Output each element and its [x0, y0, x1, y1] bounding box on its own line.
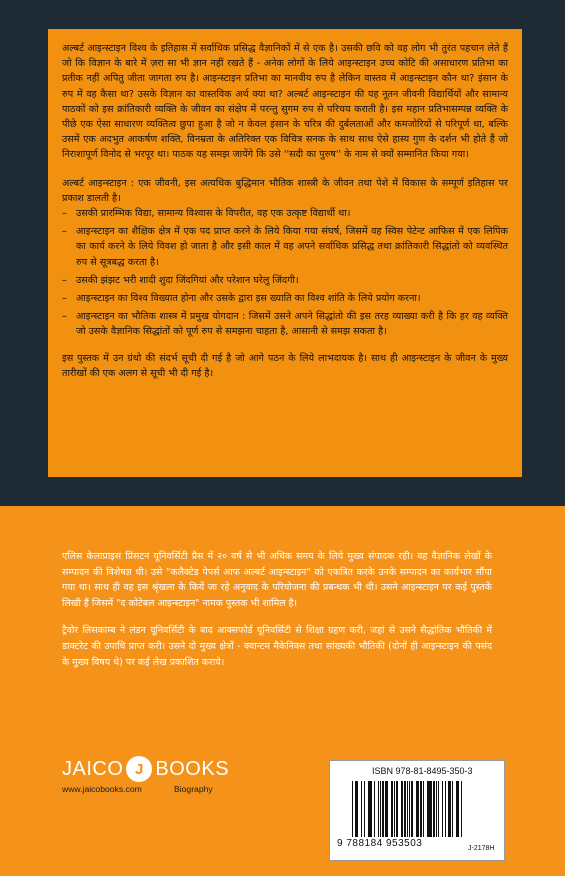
intro-paragraph: अल्बर्ट आइन्स्टाइन विश्व के इतिहास में सर्वाधिक प्रसिद्ध वैज्ञानिकों में से एक है। उसकी छवि को वह लोग भी तुरंत पहचान लेते हैं जो कि विज्ञान के बारे में ज़रा सा भी ज्ञान नहीं रखते हैं - अनेक लोगों के लिये आइन्स्टाइन उच्च कोटि की असाधारण प्रतिभा का प्रतीक नहीं अपितु जीता जागता रुप है। आइन्स्टाइन प्रतिभा का मानवीय रुप है लेकिन वास्तव में आइन्स्टाइन कौन था? इंसान के रुप में वह कैसा था? उसके विज्ञान का वास्तविक अर्थ क्या था? अल्बर्ट आइन्स्टाइन की यह नूतन जीवनी विद्यार्थियों और सामान्य पाठकों को इस क्रांतिकारी व्यक्ति के जीवन का संक्षेप में परन्तु सुगम रुप से परिचय कराती है। इस महान प्रतिभासम्पन्न व्यक्ति के पीछे एक ऐसा साधारण व्यक्तित्व छुपा हुआ है जो न केवल इंसान के चरित्र की दुर्बलताओं और कमजोरियों से परिपूर्ण था, बल्कि उसमें एक अदभुत आकर्षण शक्ति, विनम्रता के अतिरिक्त एक विचित्र सनक के साथ साथ ऐसे हास्य गुण के दर्शन भी होते हैं जो निराशापूर्ण विनोद से भरपूर था। पाठक यह समझ जायेंगे कि उसे ''सदी का पुरुष'' के नाम से क्यों सम्मानित किया गया। — [62, 43, 508, 161]
barcode-digits: 9 788184 953503 — [337, 838, 423, 849]
barcode-bar — [391, 781, 392, 837]
barcode-bar — [438, 781, 439, 837]
publisher-logo — [62, 756, 229, 782]
description-panel — [48, 29, 522, 477]
description-text — [62, 41, 508, 381]
barcode-bar — [364, 781, 365, 837]
barcode-bar — [442, 781, 443, 837]
author-bio-2: ट्रैवोर लिसकाम्ब ने लंडन यूनिवर्सिटी के बाद आक्सफोर्ड यूनिवर्सिटी से शिक्षा ग्रहण करी, जहां से उसने सैद्धांतिक भौतिकी में डाक्टरेट की उपाधि प्राप्त करी। उसने दो मुख्य क्षेत्रों - क्वान्टम मैकेनिक्स तथा सांख्यकी भौतिकी (दोनों ही आइन्स्टाइन की पसंद के मुख्य विषय थे) पर कई लेख प्रकाशित कराये। — [62, 625, 492, 668]
subtitle-paragraph: अल्बर्ट आइन्स्टाइन : एक जीवनी, इस अत्यधिक बुद्धिमान भौतिक शास्त्री के जीवन तथा पेशे में विकास के सम्पूर्ण इतिहास पर प्रकाश डालती है। — [62, 177, 508, 204]
barcode-bar — [382, 781, 383, 837]
barcode-bar — [420, 781, 421, 837]
author-bio-1: एलिस केलाप्राइस प्रिंसटन यूनिवर्सिटी प्रैस में २० वर्ष से भी अधिक समय के लिये मुख्य संपादक रही। वह वैज्ञानिक लेखों के सम्पादन की विशेषज्ञ थी। उसे "कलैक्टेड पेपर्स आफ अल्बर्ट आइन्स्टाइन" को एकत्रित करके उनके सम्पादन का कार्यभार सौंपा गया था। साथ ही वह इस श्रृंखला के कियें जा रहे अनुवाद के परियोजना की प्रबन्धक भी थी। उसने आइन्स्टाइन पर कई पुस्तकें लिखी हैं जिसमें "द कोटेबल आइन्स्टाइन" नामक पुस्तक भी शामिल है। — [62, 551, 492, 609]
barcode-bar — [452, 781, 453, 837]
barcode-bar — [411, 781, 412, 837]
product-code: J-2178H — [468, 845, 495, 852]
isbn-text: ISBN 978-81-8495-350-3 — [372, 766, 473, 776]
highlights-list — [62, 206, 508, 340]
barcode-bar — [401, 781, 402, 837]
barcode-bar — [361, 781, 362, 837]
list-item: – उसकी प्रारम्भिक विद्या, सामान्य विश्वास के विपरीत, वह एक उत्कृष्ट विद्यार्थी था। — [62, 206, 508, 221]
barcode-bar — [449, 781, 450, 837]
barcode-bar — [374, 781, 375, 837]
barcode-bar — [404, 781, 405, 837]
list-item: – आइन्स्टाइन का शैक्षिक क्षेत्र में एक पद प्राप्त करने के लिये किया गया संघर्ष, जिसमें वह स्विस पेटेन्ट आफिस में एक लिपिक का कार्य करने के लिये विवश हो जाता है और इसी काल में वह अपने सर्वाधिक प्रसिद्ध तथा क्रांतिकारी सिद्धांतो को व्यवस्थित रुप से सूत्रबद्ध करता है। — [62, 224, 508, 270]
publisher-website: www.jaicobooks.com — [62, 784, 142, 794]
author-bios — [62, 549, 492, 682]
barcode-bar — [409, 781, 410, 837]
list-item: – उसकी झंझट भरी शादी शुदा जिंदगियां और परेशान घरेलु जिंदगी। — [62, 273, 508, 288]
publisher-mark-icon: J — [126, 756, 152, 782]
list-item: – आइन्स्टाइन का भौतिक शास्त्र में प्रमुख योगदान : जिसमें उसने अपने सिद्धांतो की इस तरह व्याख्या करी है कि हर वह व्यक्ति जो उसके वैज्ञानिक सिद्धांतों को पूर्ण रुप से समझना चाहता है, आसानी से समझ सकता है। — [62, 309, 508, 339]
barcode-bar — [356, 781, 357, 837]
barcode-icon — [352, 781, 464, 837]
book-genre: Biography — [174, 784, 213, 794]
barcode-bar — [433, 781, 434, 837]
barcode-bar — [417, 781, 418, 837]
barcode-bar — [352, 781, 353, 837]
barcode-bar — [371, 781, 372, 837]
barcode-bar — [397, 781, 398, 837]
barcode-bar — [461, 781, 462, 837]
barcode-bar — [445, 781, 446, 837]
barcode-bar — [458, 781, 459, 837]
publisher-name-left: JAICO — [62, 757, 124, 780]
barcode-bar — [380, 781, 381, 837]
closing-paragraph: इस पुस्तक में उन ग्रंथो की संदर्भ सूची दी गई है जो आगे पठन के लिये लाभदायक है। साथ ही आइन्स्टाइन के जीवन के मुख्य तारीखों की एक अलग से सूची भी दी गई है। — [62, 352, 508, 379]
publisher-name-right: BOOKS — [155, 757, 230, 780]
barcode-bar — [423, 781, 424, 837]
barcode-bar — [387, 781, 388, 837]
list-item: – आइन्स्टाइन का विश्व विख्यात होना और उसके द्वारा इस ख्याति का विश्व शांति के लिये प्रयोग करना। — [62, 291, 508, 306]
barcode-bar — [430, 781, 431, 837]
